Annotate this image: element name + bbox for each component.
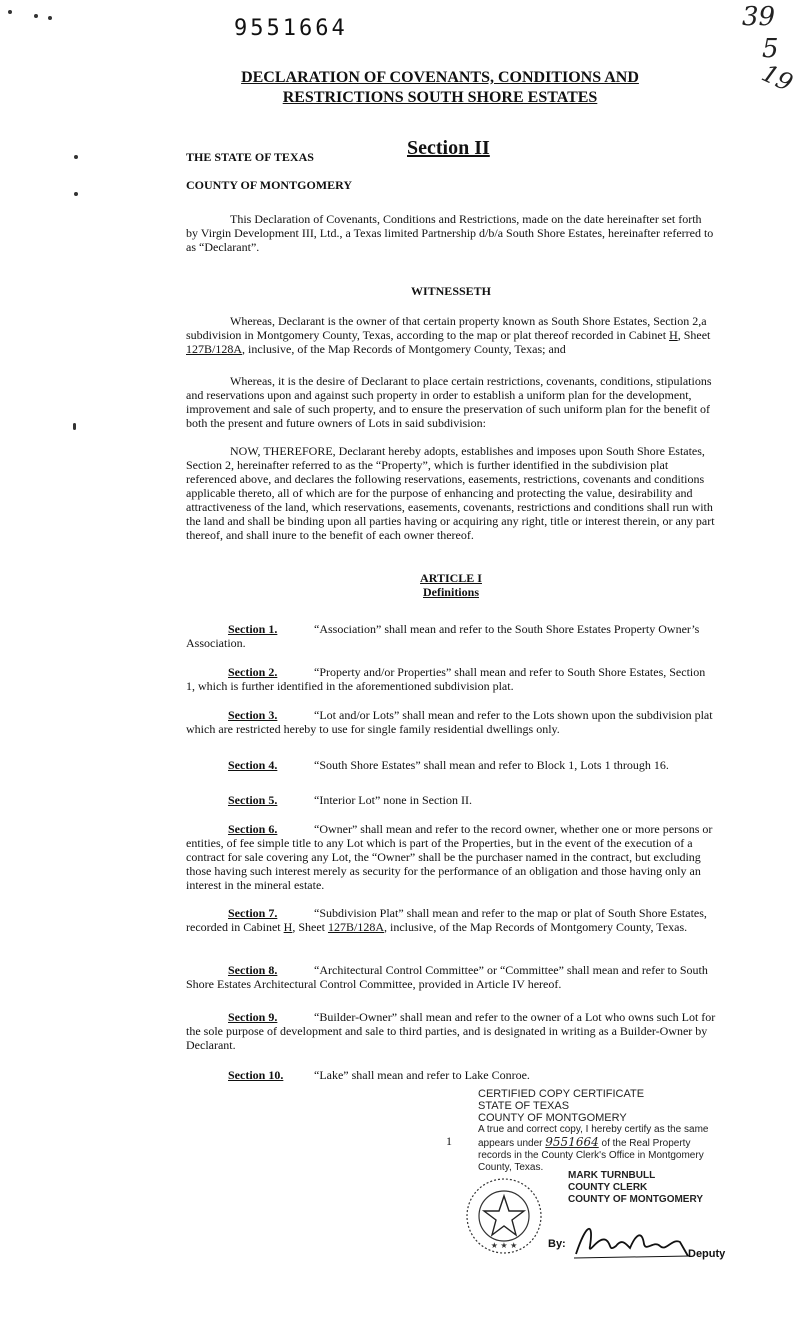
cabinet-reference: H xyxy=(669,328,678,342)
definition-text: “Lot and/or Lots” shall mean and refer to the Lots shown upon the subdivision plat which are restricted hereby to use for single family residential dwellings only. xyxy=(186,708,713,736)
county-caption: COUNTY OF MONTGOMERY xyxy=(186,178,353,192)
scan-speck xyxy=(73,423,76,430)
definition-text: “Architectural Control Committee” or “Committee” shall mean and refer to South Shore Estates Architectural Control Committee, provided in Article IV hereof. xyxy=(186,963,708,991)
witnesseth-heading: WITNESSETH xyxy=(410,284,492,298)
document-title-line-2: RESTRICTIONS SOUTH SHORE ESTATES xyxy=(282,89,598,106)
definition-section-9 xyxy=(186,1010,716,1052)
certificate-title: CERTIFIED COPY CERTIFICATE xyxy=(478,1088,645,1100)
definition-text: “Subdivision Plat” shall mean and refer to the map or plat of South Shore Estates, recorded in Cabinet xyxy=(186,906,707,934)
definition-section-3 xyxy=(186,708,716,736)
definition-section-4 xyxy=(186,758,716,772)
cabinet-reference: H xyxy=(283,920,293,934)
clerk-block xyxy=(568,1170,703,1206)
clerk-title: COUNTY CLERK xyxy=(568,1182,648,1193)
definition-label: Section 10. xyxy=(228,1068,284,1082)
definition-text: “Builder-Owner” shall mean and refer to the owner of a Lot who owns such Lot for the sole purpose of development and sale to third parties, and is designated in writing as a Builder-Owner by Declarant. xyxy=(186,1010,716,1052)
scan-speck xyxy=(8,10,12,14)
document-number: 9551664 xyxy=(234,16,348,41)
certificate-instrument-line xyxy=(478,1136,748,1150)
definition-label: Section 6. xyxy=(228,822,278,836)
now-therefore-paragraph: NOW, THEREFORE, Declarant hereby adopts, establishes and imposes upon South Shore Estates, Section 2, hereinafter referred to as the “Property”, which is further identified in the subdivision plat referenced above, and declares the following reservations, easements, restrictions, covenants and conditions applicable thereto, all of which are for the purpose of enhancing and protecting the value, desirability and attractiveness of the land, which reservations, easements, covenants, restrictions and conditions shall run with the land and shall be binding upon all parties having or acquiring any right, title or interest therein, or any part thereof, and shall inure to the benefit of each owner thereof. xyxy=(186,444,715,542)
definition-text: , inclusive, of the Map Records of Montgomery County, Texas. xyxy=(384,920,688,934)
handwritten-volume-number: 39 xyxy=(742,2,776,32)
deputy-label: Deputy xyxy=(688,1248,726,1260)
definition-label: Section 4. xyxy=(228,758,278,772)
whereas-1-text: , Sheet xyxy=(677,328,711,342)
definition-label: Section 7. xyxy=(228,906,278,920)
definition-label: Section 8. xyxy=(228,963,278,977)
handwritten-digit: 5 xyxy=(762,34,779,64)
scan-speck xyxy=(48,16,52,20)
by-label: By: xyxy=(548,1238,566,1250)
definition-text: “Association” shall mean and refer to the South Shore Estates Property Owner’s Association. xyxy=(186,622,700,650)
article-subtitle: Definitions xyxy=(422,585,479,599)
definition-text: “South Shore Estates” shall mean and refer to Block 1, Lots 1 through 16. xyxy=(314,758,669,772)
clerk-county: COUNTY OF MONTGOMERY xyxy=(568,1194,703,1205)
svg-text:★ ★ ★: ★ ★ ★ xyxy=(490,1241,518,1250)
definition-section-1 xyxy=(186,622,716,650)
intro-paragraph: This Declaration of Covenants, Conditions and Restrictions, made on the date hereinafter set forth by Virgin Development III, Ltd., a Texas limited Partnership d/b/a South Shore Estates, hereinafter referred to as “Declarant”. xyxy=(186,212,714,254)
definition-section-7 xyxy=(186,906,716,934)
whereas-paragraph-1 xyxy=(186,314,716,356)
definition-section-2 xyxy=(186,665,716,693)
scan-speck xyxy=(74,155,78,159)
whereas-1-text: Whereas, Declarant is the owner of that certain property known as South Shore Estates, Section 2,a subdivision in Montgomery County, Texas, according to the map or plat thereof recorded in Cabinet xyxy=(186,314,707,342)
definition-text: “Lake” shall mean and refer to Lake Conroe. xyxy=(314,1068,530,1082)
document-title-line-1: DECLARATION OF COVENANTS, CONDITIONS AND xyxy=(241,69,639,86)
definition-section-8 xyxy=(186,963,716,991)
certificate-instrument-number: 9551664 xyxy=(545,1135,599,1149)
definition-text: “Property and/or Properties” shall mean and refer to South Shore Estates, Section 1, which is further identified in the aforementioned subdivision plat. xyxy=(186,665,706,693)
certificate-state: STATE OF TEXAS xyxy=(478,1100,570,1112)
definition-text: , Sheet xyxy=(292,920,328,934)
scan-speck xyxy=(74,192,78,196)
certificate-statement: A true and correct copy, I hereby certify as the same xyxy=(478,1124,709,1135)
definition-text: “Owner” shall mean and refer to the record owner, whether one or more persons or entities, of fee simple title to any Lot which is part of the Properties, but in the event of the execution of a contract for sale covering any Lot, the “Owner” shall be the purchaser named in the contract, but excluding those having such interest merely as security for the performance of an obligation and those having only an interest in the mineral estate. xyxy=(186,822,713,892)
handwritten-page-number: 19 xyxy=(757,58,798,98)
sheet-reference: 127B/128A xyxy=(186,342,243,356)
clerk-name: MARK TURNBULL xyxy=(568,1170,656,1181)
definition-section-5 xyxy=(186,793,716,807)
definition-section-10 xyxy=(186,1068,716,1082)
section-heading: Section II xyxy=(407,137,490,159)
page-number: 1 xyxy=(446,1134,452,1148)
scan-speck xyxy=(34,14,38,18)
definition-label: Section 2. xyxy=(228,665,278,679)
sheet-reference: 127B/128A xyxy=(327,920,384,934)
certificate-county: COUNTY OF MONTGOMERY xyxy=(478,1112,627,1124)
certificate-records-line: records in the County Clerk's Office in Montgomery xyxy=(478,1150,704,1161)
definition-label: Section 1. xyxy=(228,622,278,636)
certificate-county-line: County, Texas. xyxy=(478,1162,544,1173)
certificate-text: of the Real Property xyxy=(598,1138,691,1149)
certificate-text: appears under xyxy=(478,1138,546,1149)
definition-label: Section 5. xyxy=(228,793,278,807)
state-caption: THE STATE OF TEXAS xyxy=(186,150,314,164)
certificate-block xyxy=(478,1088,748,1174)
article-title: ARTICLE I xyxy=(420,571,482,585)
whereas-1-text: , inclusive, of the Map Records of Montgomery County, Texas; and xyxy=(242,342,566,356)
whereas-paragraph-2: Whereas, it is the desire of Declarant to place certain restrictions, covenants, conditions, stipulations and reservations upon and against such property in order to establish a uniform plan for the development, improvement and sale of such property, and to ensure the preservation of such uniform plan for the benefit of both the present and future owners of Lots in said subdivision: xyxy=(186,374,712,430)
definition-label: Section 3. xyxy=(228,708,278,722)
clerk-signature-icon xyxy=(572,1216,692,1262)
county-seal-icon xyxy=(464,1176,544,1256)
definition-label: Section 9. xyxy=(228,1010,278,1024)
definition-text: “Interior Lot” none in Section II. xyxy=(314,793,472,807)
definition-section-6 xyxy=(186,822,716,892)
